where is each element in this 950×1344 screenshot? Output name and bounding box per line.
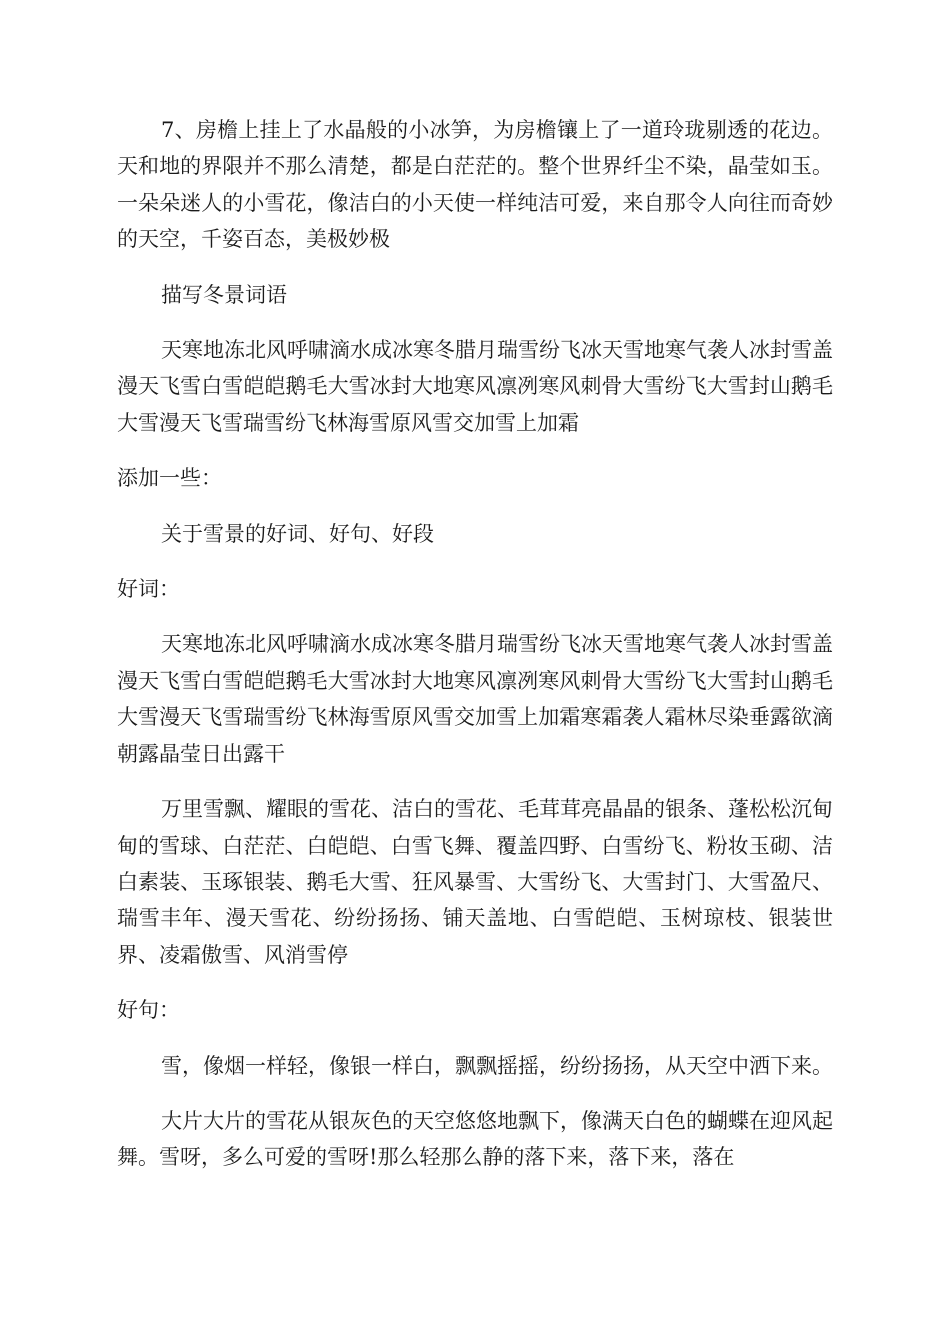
paragraph-snowflakes-butterflies: 大片大片的雪花从银灰色的天空悠悠地飘下，像满天白色的蝴蝶在迎风起舞。雪呀，多么可爱的雪呀!那么轻那么静的落下来，落下来，落在 — [117, 1108, 833, 1170]
paragraph-snow-like-smoke: 雪，像烟一样轻，像银一样白，飘飘摇摇，纷纷扬扬，从天空中洒下来。 — [161, 1053, 833, 1078]
paragraph-winter-words: 天寒地冻北风呼啸滴水成冰寒冬腊月瑞雪纷飞冰天雪地寒气袭人冰封雪盖漫天飞雪白雪皑皑鹅毛大雪冰封大地寒风凛冽寒风刺骨大雪纷飞大雪封山鹅毛大雪漫天飞雪瑞雪纷飞林海雪原风雪交加雪上加霜 — [117, 338, 833, 435]
paragraph-icicles: 7、房檐上挂上了水晶般的小冰笋，为房檐镶上了一道玲珑剔透的花边。天和地的界限并不那么清楚，都是白茫茫的。整个世界纤尘不染，晶莹如玉。一朵朵迷人的小雪花，像洁白的小天使一样纯洁可爱，来自那令人向往而奇妙的天空，千姿百态，美极妙极 — [117, 118, 833, 252]
paragraph-snow-phrases-list: 万里雪飘、耀眼的雪花、洁白的雪花、毛茸茸亮晶晶的银条、蓬松松沉甸甸的雪球、白茫茫、白皑皑、白雪飞舞、覆盖四野、白雪纷飞、粉妆玉砌、洁白素装、玉琢银装、鹅毛大雪、狂风暴雪、大雪纷飞、大雪封门、大雪盈尺、瑞雪丰年、漫天雪花、纷纷扬扬、铺天盖地、白雪皑皑、玉树琼枝、银装世界、凌霜傲雪、风消雪停 — [117, 797, 833, 967]
label-good-words: 好词： — [117, 577, 180, 602]
paragraph-good-words: 天寒地冻北风呼啸滴水成冰寒冬腊月瑞雪纷飞冰天雪地寒气袭人冰封雪盖漫天飞雪白雪皑皑鹅毛大雪冰封大地寒风凛冽寒风刺骨大雪纷飞大雪封山鹅毛大雪漫天飞雪瑞雪纷飞林海雪原风雪交加雪上加霜寒霜袭人霜林尽染垂露欲滴朝露晶莹日出露干 — [117, 632, 833, 766]
label-add-some: 添加一些： — [117, 466, 222, 491]
heading-snow-phrases: 关于雪景的好词、好句、好段 — [161, 521, 434, 546]
heading-winter-words: 描写冬景词语 — [161, 282, 287, 307]
document-body — [117, 112, 833, 1176]
label-good-sentences: 好句： — [117, 998, 180, 1023]
